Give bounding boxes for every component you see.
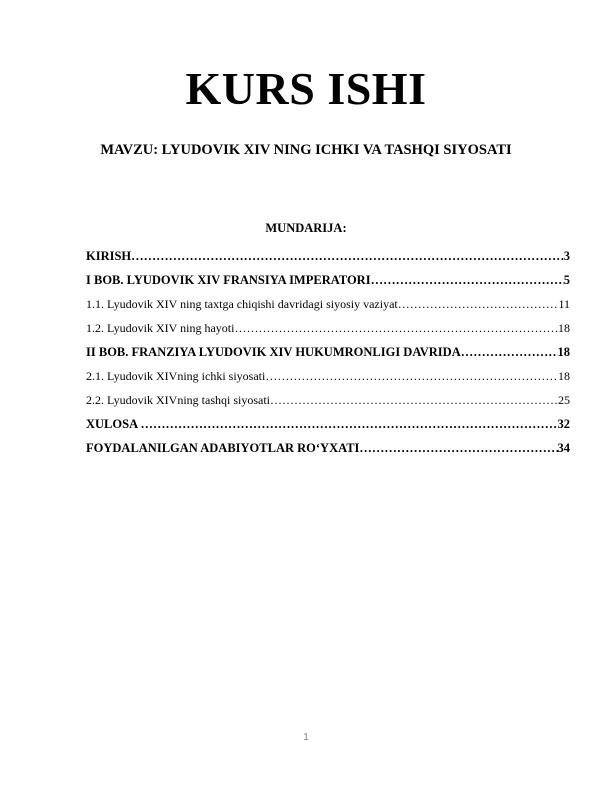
toc-leader-dots xyxy=(265,364,558,388)
toc-entry-label: 1.2. Lyudovik XIV ning hayoti xyxy=(86,321,235,335)
toc-entry-label: KIRISH xyxy=(86,249,132,263)
toc-entry xyxy=(86,316,570,340)
toc-leader-dots xyxy=(131,244,564,268)
toc-leader-dots xyxy=(398,292,559,316)
toc-entry-page: 3 xyxy=(563,249,570,263)
toc-heading: MUNDARIJA: xyxy=(265,221,347,235)
toc-entry-label: 2.2. Lyudovik XIVning tashqi siyosati xyxy=(86,393,270,407)
table-of-contents xyxy=(86,244,570,460)
toc-leader-dots xyxy=(141,412,558,436)
toc-entry-label: 1.1. Lyudovik XIV ning taxtga chiqishi davridagi siyosiy vaziyat xyxy=(86,297,398,311)
toc-entry-label: 2.1. Lyudovik XIVning ichki siyosati xyxy=(86,369,266,383)
toc-leader-dots xyxy=(234,316,558,340)
toc-entry-label: II BOB. FRANZIYA LYUDOVIK XIV HUKUMRONLIGI DAVRIDA xyxy=(86,345,461,359)
document-title: KURS ISHI xyxy=(185,63,427,114)
toc-entry xyxy=(86,436,570,460)
toc-leader-dots xyxy=(270,388,558,412)
toc-leader-dots xyxy=(461,340,558,364)
document-subtitle: MAVZU: LYUDOVIK XIV NING ICHKI VA TASHQI SIYOSATI xyxy=(100,142,512,158)
toc-entry xyxy=(86,244,570,268)
toc-entry xyxy=(86,412,570,436)
toc-leader-dots xyxy=(359,436,557,460)
toc-entry-label: I BOB. LYUDOVIK XIV FRANSIYA IMPERATORI xyxy=(86,273,371,287)
toc-entry-label: XULOSA xyxy=(86,417,141,431)
toc-entry-page: 18 xyxy=(558,369,570,383)
toc-entry xyxy=(86,292,570,316)
toc-entry-page: 32 xyxy=(557,417,570,431)
toc-entry-page: 11 xyxy=(558,297,570,311)
toc-entry xyxy=(86,388,570,412)
page-number: 1 xyxy=(303,732,309,743)
toc-leader-dots xyxy=(371,268,564,292)
toc-entry-page: 18 xyxy=(558,321,570,335)
toc-entry-page: 25 xyxy=(558,393,570,407)
toc-entry-page: 34 xyxy=(557,441,570,455)
toc-entry xyxy=(86,268,570,292)
toc-entry-page: 18 xyxy=(557,345,570,359)
toc-entry-label: FOYDALANILGAN ADABIYOTLAR RO‘YXATI xyxy=(86,441,360,455)
toc-entry xyxy=(86,340,570,364)
toc-entry xyxy=(86,364,570,388)
toc-entry-page: 5 xyxy=(563,273,570,287)
